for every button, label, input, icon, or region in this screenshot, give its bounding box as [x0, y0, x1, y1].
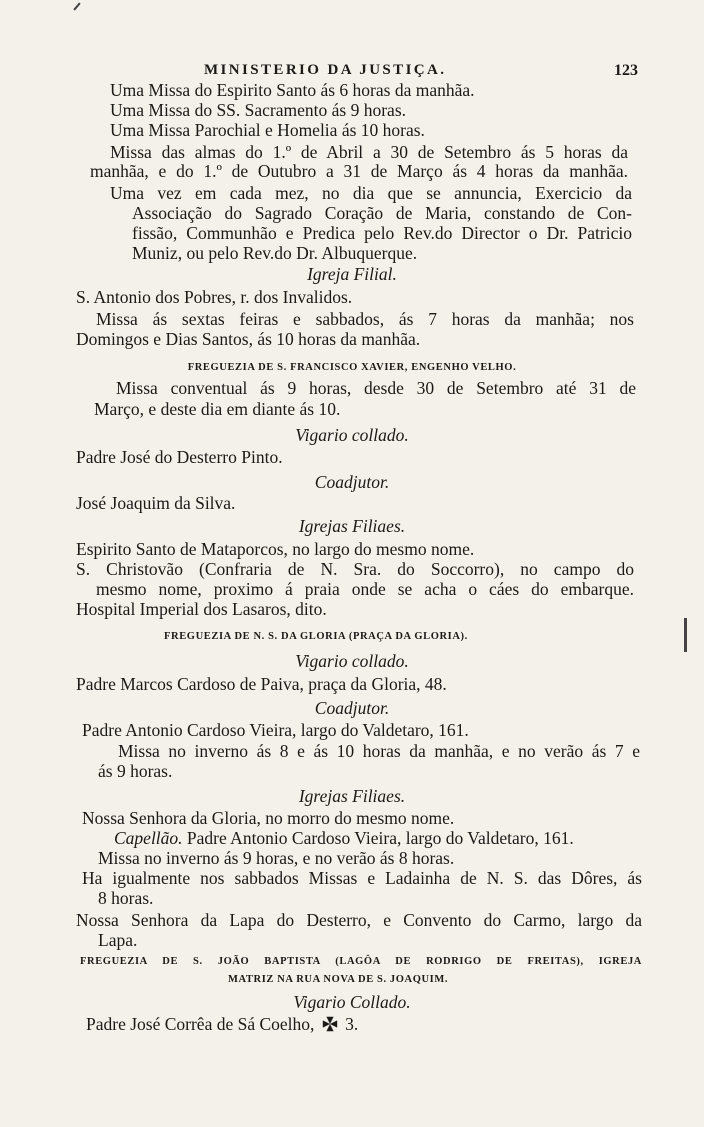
text-line: ás 9 horas.	[98, 761, 173, 781]
parish-heading: FREGUEZIA DE N. S. DA GLORIA (PRAÇA DA GLORIA).	[164, 631, 468, 642]
section-heading: Igreja Filial.	[307, 264, 397, 284]
text-line: Missa no inverno ás 9 horas, e no verão ás 8 horas.	[98, 848, 455, 868]
text-line: manhãa, e do 1.º de Outubro a 31 de Março ás 4 horas da manhãa.	[90, 161, 628, 181]
capellao-label: Capellão.	[114, 828, 183, 848]
section-heading: Coadjutor.	[314, 698, 390, 718]
text-line: Missa no inverno ás 8 e ás 10 horas da manhãa, e no verão ás 7 e	[118, 741, 640, 761]
text-line: Nossa Senhora da Gloria, no morro do mesmo nome.	[82, 808, 455, 828]
text-line: Missa das almas do 1.º de Abril a 30 de Setembro ás 5 horas da	[110, 142, 628, 162]
parish-heading: MATRIZ NA RUA NOVA DE S. JOAQUIM.	[228, 974, 449, 985]
text-line	[114, 828, 574, 848]
section-heading: Igrejas Filiaes.	[298, 786, 406, 806]
section-heading: Vigario collado.	[295, 651, 409, 671]
section-heading: Vigario collado.	[295, 425, 409, 445]
text-line: Nossa Senhora da Lapa do Desterro, e Convento do Carmo, largo da	[76, 910, 642, 930]
text-line: Hospital Imperial dos Lasaros, dito.	[76, 599, 327, 619]
text-line: Uma vez em cada mez, no dia que se annuncia, Exercicio da	[110, 183, 632, 203]
text-line: Março, e deste dia em diante ás 10.	[94, 399, 341, 419]
text-line: 8 horas.	[98, 888, 154, 908]
text-line	[86, 1014, 358, 1034]
text-line: Missa conventual ás 9 horas, desde 30 de Setembro até 31 de	[116, 378, 636, 398]
text-line: Missa ás sextas feiras e sabbados, ás 7 horas da manhãa; nos	[96, 309, 634, 329]
running-title: MINISTERIO DA JUSTIÇA.	[204, 62, 447, 78]
order-number: 3.	[345, 1014, 359, 1034]
parish-heading: FREGUEZIA DE S. FRANCISCO XAVIER, ENGENHO VELHO.	[187, 362, 517, 373]
capellao-text: Padre Antonio Cardoso Vieira, largo do Valdetaro, 161.	[186, 828, 574, 848]
section-heading: Igrejas Filiaes.	[298, 516, 406, 536]
text-line: Uma Missa do Espirito Santo ás 6 horas da manhãa.	[110, 80, 475, 100]
text-line: Padre Marcos Cardoso de Paiva, praça da Gloria, 48.	[76, 674, 447, 694]
text-line: Muniz, ou pelo Rev.do Dr. Albuquerque.	[132, 243, 418, 263]
text-line: Ha igualmente nos sabbados Missas e Ladainha de N. S. das Dôres, ás	[82, 868, 642, 888]
page-number: 123	[614, 62, 638, 79]
text-line: Espirito Santo de Mataporcos, no largo do mesmo nome.	[76, 539, 475, 559]
margin-pen-mark	[73, 2, 80, 10]
section-heading: Coadjutor.	[314, 472, 390, 492]
text-line: Lapa.	[98, 930, 138, 950]
section-heading: Vigario Collado.	[293, 992, 411, 1012]
text-line: mesmo nome, proximo á praia onde se acha o cáes do embarque.	[96, 579, 634, 599]
text-line: José Joaquim da Silva.	[76, 493, 236, 513]
text-line: Domingos e Dias Santos, ás 10 horas da manhãa.	[76, 329, 421, 349]
parish-heading: FREGUEZIA DE S. JOÃO BAPTISTA (LAGÔA DE RODRIGO DE FREITAS), IGREJA	[80, 956, 642, 967]
text-line: Associação do Sagrado Coração de Maria, constando de Con-	[132, 203, 632, 223]
vicar-name: Padre José Corrêa de Sá Coelho,	[86, 1014, 315, 1034]
text-line: fissão, Communhão e Predica pelo Rev.do Director o Dr. Patricio	[132, 223, 632, 243]
text-line: Padre José do Desterro Pinto.	[76, 447, 283, 467]
text-line: Uma Missa do SS. Sacramento ás 9 horas.	[110, 100, 407, 120]
text-line: Padre Antonio Cardoso Vieira, largo do Valdetaro, 161.	[82, 720, 469, 740]
maltese-cross-icon	[321, 1015, 339, 1033]
right-edge-mark	[684, 618, 687, 652]
text-line: Uma Missa Parochial e Homelia ás 10 horas.	[110, 120, 425, 140]
text-line: S. Antonio dos Pobres, r. dos Invalidos.	[76, 287, 353, 307]
text-line: S. Christovão (Confraria de N. Sra. do Soccorro), no campo do	[76, 559, 634, 579]
